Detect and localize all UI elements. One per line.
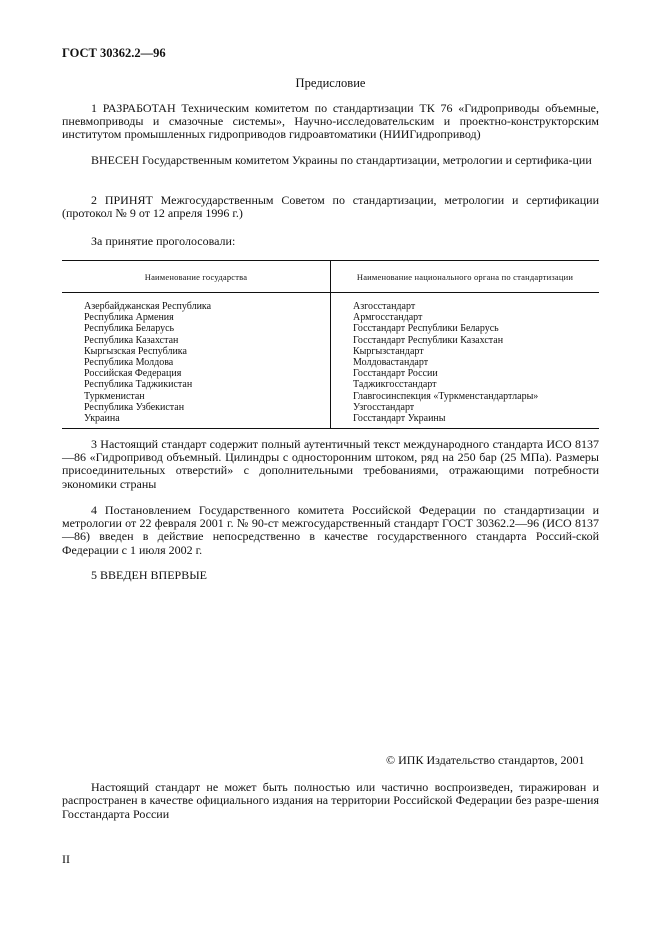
- paragraph-4-text: 4 Постановлением Государственного комитета Российской Федерации по стандартизации и метрологии от 22 февраля 2001 г. № 90-ст межгосударственный стандарт ГОСТ 30362.2—96 (ИСО 8137—86) введен в действие непосредственно в качестве государственного стандарта Россий-ской Федерации с 1 июля 2002 г.: [62, 503, 599, 557]
- voting-table: [62, 260, 599, 429]
- paragraph-vnesen-text: ВНЕСЕН Государственным комитетом Украины по стандартизации, метрологии и сертифика-ции: [91, 153, 592, 167]
- standards-body-name: Таджикгосстандарт: [353, 379, 437, 391]
- state-name: Азербайджанская Республика: [84, 301, 212, 312]
- standards-body-name: Госстандарт Украины: [353, 413, 446, 425]
- document-code: ГОСТ 30362.2—96: [62, 46, 166, 60]
- state-name: Республика Молдова: [84, 357, 174, 369]
- column-header-state: Наименование государства: [62, 261, 331, 293]
- state-name: Республика Таджикистан: [84, 379, 193, 391]
- state-name: Туркменистан: [84, 390, 145, 402]
- state-name: Украина: [84, 413, 120, 425]
- standards-body-name: Узгосстандарт: [353, 401, 415, 413]
- standards-body-name: Госстандарт России: [353, 368, 438, 380]
- paragraph-1-text: 1 РАЗРАБОТАН Техническим комитетом по стандартизации ТК 76 «Гидроприводы объемные, пневмоприводы и смазочные системы», Научно-исследовательским и проектно-конструкторским институтом промышленных гидроприводов гидроавтоматики (НИИГидропривод): [62, 101, 599, 142]
- state-name: Республика Армения: [84, 312, 174, 324]
- reproduction-notice-text: Настоящий стандарт не может быть полностью или частично воспроизведен, тиражирован и распространен в качестве официального издания на территории Российской Федерации без разре-шения Госстандарта России: [62, 780, 599, 821]
- reproduction-notice: [62, 781, 599, 821]
- paragraph-5: 5 ВВЕДЕН ВПЕРВЫЕ: [91, 568, 207, 582]
- paragraph-vnesen: [62, 154, 599, 167]
- bodies-list: [331, 301, 599, 424]
- state-name: Республика Узбекистан: [84, 401, 185, 413]
- paragraph-1: [62, 102, 599, 142]
- paragraph-3: [62, 438, 599, 491]
- paragraph-4: [62, 504, 599, 557]
- paragraph-2: [62, 194, 599, 220]
- section-title: Предисловие: [295, 76, 366, 90]
- state-name: Республика Беларусь: [84, 323, 175, 335]
- states-list: [62, 301, 330, 424]
- copyright-line: © ИПК Издательство стандартов, 2001: [386, 753, 585, 767]
- standards-body-name: Молдовастандарт: [353, 357, 429, 369]
- standards-body-name: Главгосинспекция «Туркменстандартлары»: [353, 390, 539, 402]
- standards-body-name: Госстандарт Республики Казахстан: [353, 334, 504, 346]
- page-number: II: [62, 852, 70, 866]
- state-name: Кыргызская Республика: [84, 345, 187, 357]
- standards-body-name: Кыргызстандарт: [353, 345, 424, 357]
- standards-body-name: Азгосстандарт: [353, 301, 416, 312]
- voted-label: За принятие проголосовали:: [91, 234, 236, 248]
- standards-body-name: Госстандарт Республики Беларусь: [353, 323, 499, 335]
- paragraph-2-text: 2 ПРИНЯТ Межгосударственным Советом по стандартизации, метрологии и сертификации (протокол № 9 от 12 апреля 1996 г.): [62, 193, 599, 221]
- standards-body-name: Армгосстандарт: [353, 312, 423, 324]
- states-column: [62, 293, 331, 429]
- state-name: Российская Федерация: [84, 368, 182, 380]
- bodies-column: [331, 293, 600, 429]
- state-name: Республика Казахстан: [84, 334, 179, 346]
- paragraph-3-text: 3 Настоящий стандарт содержит полный аутентичный текст международного стандарта ИСО 8137—86 «Гидропривод объемный. Цилиндры с односторонним штоком, ряд на 250 бар (25 МПа). Размеры присоединительных отверстий» с дополнительными требованиями, отражающими потребности экономики страны: [62, 437, 599, 491]
- column-header-body: Наименование национального органа по стандартизации: [331, 261, 600, 293]
